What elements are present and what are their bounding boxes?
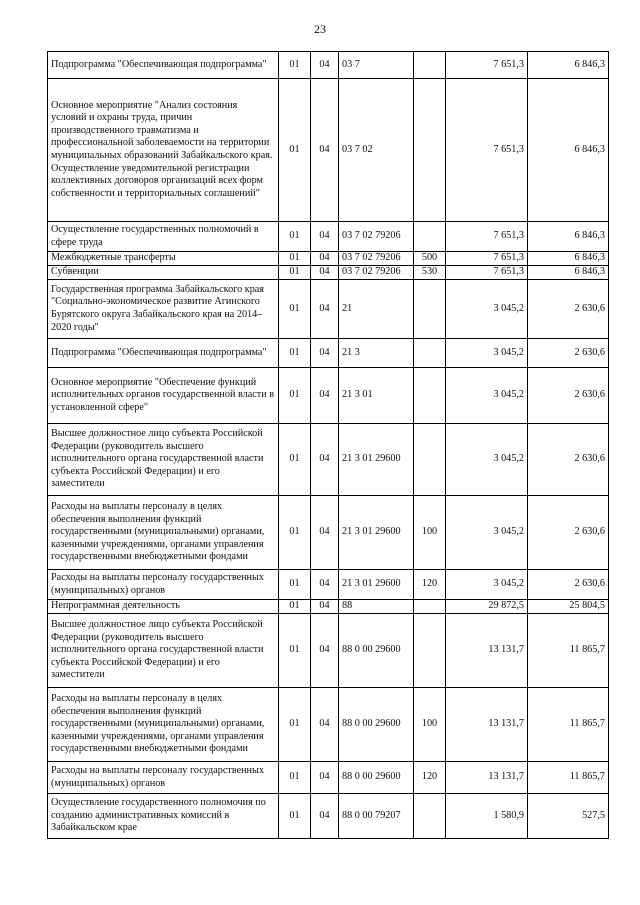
row-name: Осуществление государственных полномочий в сфере труда	[48, 222, 279, 252]
row-amount-1: 7 651,3	[446, 222, 528, 252]
row-subsection: 04	[311, 496, 339, 570]
row-amount-1: 3 045,2	[446, 368, 528, 424]
row-section: 01	[279, 688, 311, 762]
table-row	[48, 496, 609, 570]
row-target-article: 21 3 01 29600	[339, 570, 414, 600]
row-amount-1: 3 045,2	[446, 339, 528, 368]
row-amount-1: 13 131,7	[446, 688, 528, 762]
row-expense-type: 100	[414, 688, 446, 762]
row-target-article: 88	[339, 600, 414, 614]
table-row	[48, 52, 609, 79]
row-expense-type	[414, 600, 446, 614]
row-subsection: 04	[311, 280, 339, 339]
row-subsection: 04	[311, 600, 339, 614]
table-row	[48, 600, 609, 614]
row-target-article: 03 7 02 79206	[339, 252, 414, 266]
row-expense-type	[414, 794, 446, 839]
row-name: Расходы на выплаты персоналу в целях обеспечения выполнения функций государственными (муниципальными) органами, казенными учреждениями, органами управления государственными внебюджетными фондами	[48, 496, 279, 570]
row-amount-2: 6 846,3	[528, 222, 609, 252]
row-section: 01	[279, 339, 311, 368]
row-amount-2: 2 630,6	[528, 424, 609, 496]
row-amount-2: 2 630,6	[528, 496, 609, 570]
row-expense-type: 530	[414, 266, 446, 280]
row-expense-type: 120	[414, 762, 446, 794]
row-amount-2: 6 846,3	[528, 266, 609, 280]
row-section: 01	[279, 600, 311, 614]
table-row	[48, 79, 609, 222]
table-row	[48, 252, 609, 266]
row-section: 01	[279, 614, 311, 688]
row-amount-1: 3 045,2	[446, 496, 528, 570]
row-amount-1: 1 580,9	[446, 794, 528, 839]
row-section: 01	[279, 266, 311, 280]
row-section: 01	[279, 79, 311, 222]
row-section: 01	[279, 222, 311, 252]
row-amount-1: 29 872,5	[446, 600, 528, 614]
row-name: Основное мероприятие "Обеспечение функций исполнительных органов государственной власти в установленной сфере"	[48, 368, 279, 424]
row-amount-2: 6 846,3	[528, 252, 609, 266]
row-target-article: 21 3 01 29600	[339, 496, 414, 570]
table-row	[48, 762, 609, 794]
row-subsection: 04	[311, 52, 339, 79]
table-row	[48, 339, 609, 368]
row-amount-2: 527,5	[528, 794, 609, 839]
row-expense-type	[414, 280, 446, 339]
row-amount-2: 25 804,5	[528, 600, 609, 614]
row-amount-2: 6 846,3	[528, 79, 609, 222]
row-subsection: 04	[311, 266, 339, 280]
row-amount-2: 2 630,6	[528, 570, 609, 600]
table-row	[48, 570, 609, 600]
row-section: 01	[279, 280, 311, 339]
row-subsection: 04	[311, 252, 339, 266]
row-expense-type	[414, 52, 446, 79]
row-name: Субвенции	[48, 266, 279, 280]
row-name: Государственная программа Забайкальского края "Социально-экономическое развитие Агинского Бурятского округа Забайкальского края на 2014–2020 годы"	[48, 280, 279, 339]
row-amount-2: 2 630,6	[528, 368, 609, 424]
row-amount-2: 2 630,6	[528, 339, 609, 368]
row-name: Осуществление государственного полномочия по созданию административных комиссий в Забайкальском крае	[48, 794, 279, 839]
row-target-article: 03 7 02 79206	[339, 266, 414, 280]
row-amount-1: 3 045,2	[446, 280, 528, 339]
row-name: Высшее должностное лицо субъекта Российской Федерации (руководитель высшего исполнительного органа государственной власти субъекта Российской Федерации) и его заместители	[48, 614, 279, 688]
row-name: Непрограммная деятельность	[48, 600, 279, 614]
row-amount-1: 7 651,3	[446, 52, 528, 79]
row-subsection: 04	[311, 614, 339, 688]
row-subsection: 04	[311, 688, 339, 762]
row-target-article: 21	[339, 280, 414, 339]
row-target-article: 88 0 00 29600	[339, 688, 414, 762]
row-expense-type	[414, 339, 446, 368]
table-row	[48, 688, 609, 762]
row-amount-1: 13 131,7	[446, 614, 528, 688]
row-target-article: 03 7	[339, 52, 414, 79]
row-target-article: 21 3 01	[339, 368, 414, 424]
row-subsection: 04	[311, 570, 339, 600]
row-subsection: 04	[311, 339, 339, 368]
row-amount-1: 3 045,2	[446, 570, 528, 600]
row-expense-type	[414, 614, 446, 688]
row-name: Расходы на выплаты персоналу государственных (муниципальных) органов	[48, 762, 279, 794]
budget-table	[47, 51, 609, 839]
row-target-article: 21 3	[339, 339, 414, 368]
row-expense-type	[414, 368, 446, 424]
row-section: 01	[279, 570, 311, 600]
row-amount-1: 7 651,3	[446, 252, 528, 266]
row-amount-2: 6 846,3	[528, 52, 609, 79]
row-section: 01	[279, 252, 311, 266]
row-target-article: 88 0 00 79207	[339, 794, 414, 839]
row-target-article: 88 0 00 29600	[339, 762, 414, 794]
table-row	[48, 794, 609, 839]
table-row	[48, 614, 609, 688]
row-subsection: 04	[311, 794, 339, 839]
row-amount-1: 3 045,2	[446, 424, 528, 496]
row-section: 01	[279, 368, 311, 424]
row-amount-2: 11 865,7	[528, 688, 609, 762]
row-subsection: 04	[311, 762, 339, 794]
row-target-article: 88 0 00 29600	[339, 614, 414, 688]
row-expense-type	[414, 222, 446, 252]
row-name: Расходы на выплаты персоналу государственных (муниципальных) органов	[48, 570, 279, 600]
row-name: Подпрограмма "Обеспечивающая подпрограмма"	[48, 52, 279, 79]
row-section: 01	[279, 52, 311, 79]
table-row	[48, 266, 609, 280]
table-row	[48, 368, 609, 424]
row-section: 01	[279, 794, 311, 839]
row-section: 01	[279, 424, 311, 496]
row-amount-2: 2 630,6	[528, 280, 609, 339]
row-target-article: 03 7 02	[339, 79, 414, 222]
row-section: 01	[279, 762, 311, 794]
row-expense-type	[414, 424, 446, 496]
row-expense-type: 100	[414, 496, 446, 570]
row-expense-type: 500	[414, 252, 446, 266]
row-name: Основное мероприятие "Анализ состояния условий и охраны труда, причин производственного травматизма и профессиональной заболеваемости на территории муниципальных образований Забайкальского края. Осуществление уведомительной регистрации коллективных договоров организаций всех форм собственности и территориальных соглашений"	[48, 79, 279, 222]
row-subsection: 04	[311, 222, 339, 252]
table-body	[48, 52, 609, 839]
row-amount-1: 7 651,3	[446, 266, 528, 280]
row-amount-2: 11 865,7	[528, 614, 609, 688]
row-amount-2: 11 865,7	[528, 762, 609, 794]
row-expense-type: 120	[414, 570, 446, 600]
page-number: 23	[314, 22, 326, 36]
row-name: Расходы на выплаты персоналу в целях обеспечения выполнения функций государственными (муниципальными) органами, казенными учреждениями, органами управления государственными внебюджетными фондами	[48, 688, 279, 762]
row-section: 01	[279, 496, 311, 570]
row-amount-1: 7 651,3	[446, 79, 528, 222]
row-subsection: 04	[311, 368, 339, 424]
row-amount-1: 13 131,7	[446, 762, 528, 794]
row-target-article: 21 3 01 29600	[339, 424, 414, 496]
table-row	[48, 424, 609, 496]
row-name: Межбюджетные трансферты	[48, 252, 279, 266]
table-row	[48, 222, 609, 252]
row-subsection: 04	[311, 79, 339, 222]
row-target-article: 03 7 02 79206	[339, 222, 414, 252]
row-subsection: 04	[311, 424, 339, 496]
row-name: Подпрограмма "Обеспечивающая подпрограмма"	[48, 339, 279, 368]
row-name: Высшее должностное лицо субъекта Российской Федерации (руководитель высшего исполнительного органа государственной власти субъекта Российской Федерации) и его заместители	[48, 424, 279, 496]
row-expense-type	[414, 79, 446, 222]
table-row	[48, 280, 609, 339]
